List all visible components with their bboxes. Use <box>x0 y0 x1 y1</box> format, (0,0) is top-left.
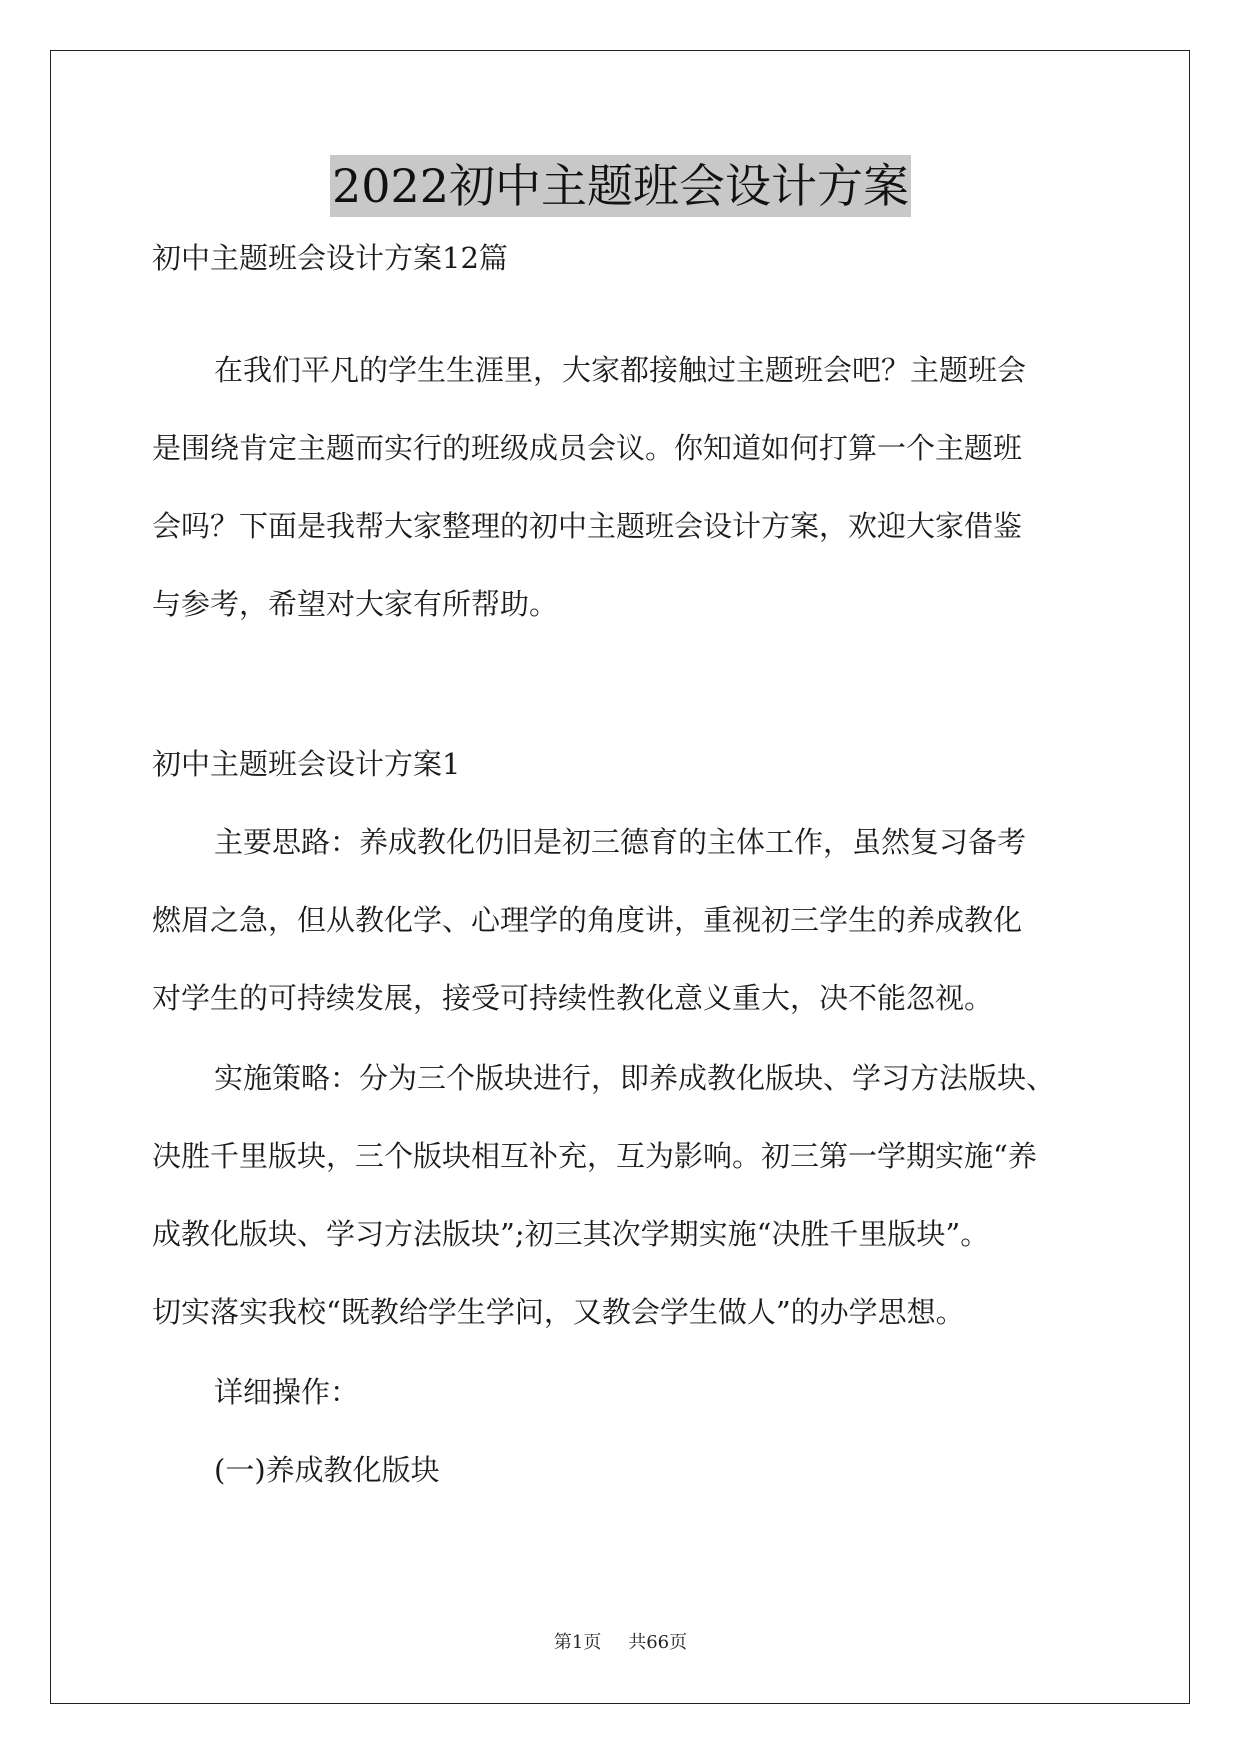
page-number: 第1页 <box>553 1632 602 1653</box>
section-heading: 初中主题班会设计方案1 <box>152 747 461 781</box>
sub-heading: (一)养成教化版块 <box>214 1453 440 1487</box>
para2-line-1: 实施策略：分为三个版块进行，即养成教化版块、学习方法版块、 <box>214 1061 1056 1095</box>
detail-label: 详细操作： <box>214 1375 360 1409</box>
para2-line-4: 切实落实我校“既教给学生学问，又教会学生做人”的办学思想。 <box>152 1295 965 1329</box>
para1-line-1: 主要思路：养成教化仍旧是初三德育的主体工作，虽然复习备考 <box>214 825 1027 859</box>
title-container <box>0 155 1241 217</box>
intro-line-3: 会吗？下面是我帮大家整理的初中主题班会设计方案，欢迎大家借鉴 <box>152 509 1023 543</box>
document-title: 2022初中主题班会设计方案 <box>330 155 911 217</box>
page-total: 共66页 <box>628 1632 688 1653</box>
subtitle: 初中主题班会设计方案12篇 <box>152 241 508 275</box>
intro-line-1: 在我们平凡的学生生涯里，大家都接触过主题班会吧？主题班会 <box>214 353 1027 387</box>
intro-line-2: 是围绕肯定主题而实行的班级成员会议。你知道如何打算一个主题班 <box>152 431 1023 465</box>
para1-line-3: 对学生的可持续发展，接受可持续性教化意义重大，决不能忽视。 <box>152 981 994 1015</box>
page-footer <box>0 1628 1241 1654</box>
intro-line-4: 与参考，希望对大家有所帮助。 <box>152 587 559 621</box>
para2-line-2: 决胜千里版块，三个版块相互补充，互为影响。初三第一学期实施“养 <box>152 1139 1037 1173</box>
para1-line-2: 燃眉之急，但从教化学、心理学的角度讲，重视初三学生的养成教化 <box>152 903 1023 937</box>
para2-line-3: 成教化版块、学习方法版块”;初三其次学期实施“决胜千里版块”。 <box>152 1217 990 1251</box>
